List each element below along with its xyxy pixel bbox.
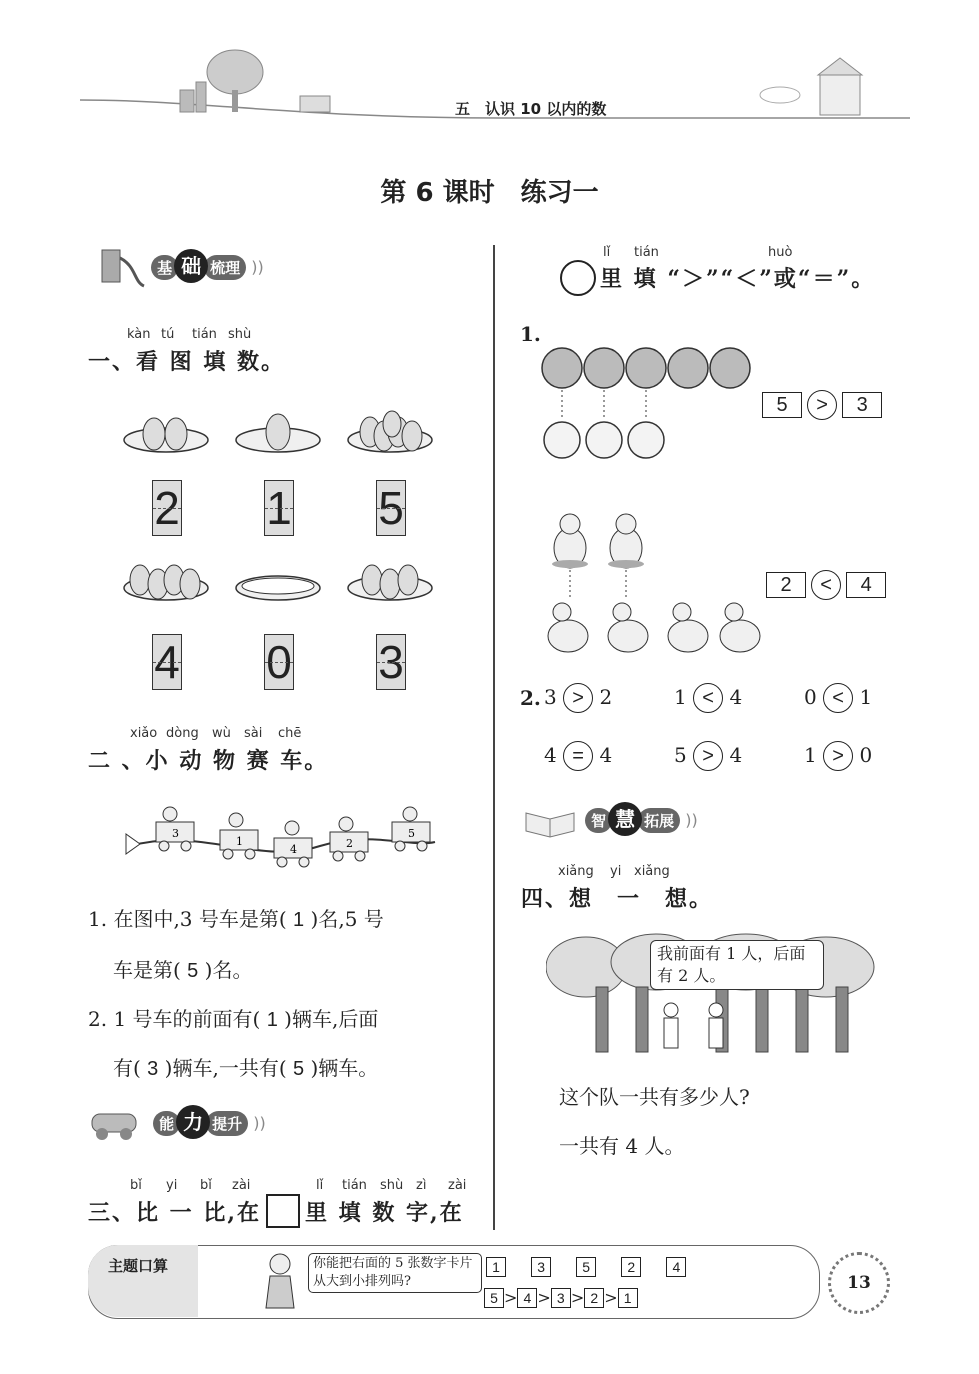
speech-bubble: 我前面有 1 人，后面有 2 人。 [650,940,824,990]
number-card: 5 [576,1257,596,1277]
badge-basic: 基 础 梳理 )) [96,246,264,282]
compare-circle[interactable]: > [823,741,853,771]
car-number: 1 [236,835,243,848]
compare-item: 4 = 4 [544,741,612,771]
compare-circle[interactable]: < [823,683,853,713]
number-card: 3 [551,1288,571,1308]
blank-square [266,1194,300,1228]
car-number: 4 [290,843,297,856]
compare-circle[interactable]: = [563,741,593,771]
q2-item2-line2: 有( 3 )辆车,一共有( 5 )辆车。 [113,1056,379,1080]
ex1-row2-answer [766,570,886,600]
girl-icon [262,1250,302,1312]
page-number-gear [828,1252,890,1314]
compare-circle[interactable]: > [693,741,723,771]
q4-question: 这个队一共有多少人? [559,1085,750,1109]
q1-title: 一、看 图 填 数。 [88,349,285,375]
answer[interactable]: 5 [292,1058,305,1080]
answer[interactable]: 3 [147,1058,159,1080]
pinyin: shù [228,327,252,342]
badge-text: 能 [153,1111,180,1136]
badge-text: 础 [174,249,208,283]
answer-box[interactable]: 3 [842,392,882,418]
footer-prompt: 你能把右面的 5 张数字卡片从大到小排列吗? [308,1253,482,1293]
ex1-label: 1. [520,322,541,346]
answer-box[interactable]: 2 [152,480,182,536]
compare-circle[interactable]: < [693,683,723,713]
q3-title-b: 里 填 数 字,在 [305,1200,464,1226]
q4-title: 四、想 一 想。 [521,886,714,912]
number-card: 1 [618,1288,638,1308]
compare-item: 3 > 2 [544,683,612,713]
pinyin: tú [161,327,175,342]
badge-text: 梳理 [204,255,246,280]
number-card: 2 [584,1288,604,1308]
answer-box[interactable]: 4 [846,572,886,598]
answer[interactable]: 5 [187,960,199,982]
ex1-row1-answer [762,390,882,420]
answer-box[interactable]: 3 [376,634,406,690]
badge-wisdom: 智 慧 拓展 )) [520,801,698,837]
q3-title-a: 三、比 一 比,在 [88,1200,261,1226]
blank-circle [560,260,596,296]
balls-illustration [540,344,770,464]
number-card: 4 [666,1257,686,1277]
answer[interactable]: 1 [293,909,305,931]
number-card: 5 [484,1288,504,1308]
badge-text: 力 [176,1105,210,1139]
page-header [80,40,910,130]
book-icon [520,801,580,841]
compare-item: 0 < 1 [804,683,872,713]
q4-answer[interactable]: 一共有 4 人。 [559,1134,685,1158]
card-order-answer[interactable]: 5 > 4 > 3 > 2 > 1 [484,1288,638,1308]
number-card: 4 [517,1288,537,1308]
pinyin: kàn [127,327,151,342]
q2-item2-line1: 2. 1 号车的前面有( 1 )辆车,后面 [88,1007,379,1031]
car-number: 2 [346,837,353,850]
badge-text: 提升 [206,1111,248,1136]
footer-label: 主题口算 [108,1257,169,1275]
chapter-title: 五 认识 10 以内的数 [455,100,607,118]
answer-box[interactable]: 4 [152,634,182,690]
q2-item1-line1: 1. 在图中,3 号车是第( 1 )名,5 号 [88,907,384,931]
answer-box[interactable]: 1 [264,480,294,536]
car-icon [88,1104,148,1144]
car-number: 5 [408,827,415,840]
answer-box[interactable]: 0 [264,634,294,690]
ex2-label: 2. [520,686,541,710]
answer-box[interactable]: 5 [762,392,802,418]
compare-circle[interactable]: > [807,390,837,420]
q2-item1-line2: 车是第( 5 )名。 [113,958,253,982]
compare-circle[interactable]: < [811,570,841,600]
lesson-title: 第 6 课时 练习一 [380,178,599,208]
race-cars-illustration [120,796,440,876]
answer[interactable]: 1 [266,1009,278,1031]
compare-item: 1 > 0 [804,741,872,771]
chicks-ducks-illustration [540,508,770,668]
compare-circle[interactable]: > [563,683,593,713]
badge-text: 拓展 [638,808,680,833]
column-divider [493,245,495,1230]
number-card: 1 [486,1257,506,1277]
slide-icon [96,246,146,290]
car-number: 3 [172,827,179,840]
page-number: 13 [847,1273,871,1293]
compare-item: 1 < 4 [674,683,742,713]
pinyin: tián [192,327,217,342]
answer-box[interactable]: 5 [376,480,406,536]
badge-text: 慧 [608,802,642,836]
badge-ability: 能 力 提升 )) [88,1104,266,1140]
badge-text: 基 [151,255,178,280]
number-card: 2 [621,1257,641,1277]
q3-title-c: 里 填 “＞”“＜”或“＝”。 [600,266,876,292]
badge-text: 智 [585,808,612,833]
number-cards [486,1257,686,1277]
compare-item: 5 > 4 [674,741,742,771]
q2-title: 二 、小 动 物 赛 车。 [88,748,329,774]
answer-box[interactable]: 2 [766,572,806,598]
number-card: 3 [531,1257,551,1277]
